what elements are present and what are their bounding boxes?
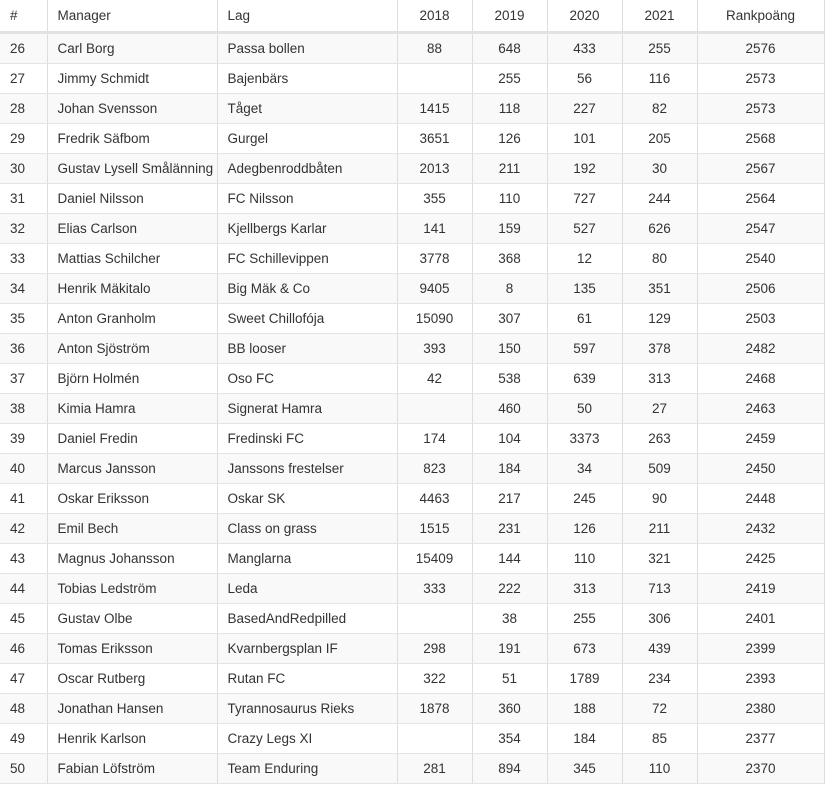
cell-2021: 80 [622, 244, 697, 274]
cell-2019: 255 [472, 64, 547, 94]
cell-2020: 192 [547, 154, 622, 184]
cell-rankpoang: 2419 [697, 574, 824, 604]
table-row [0, 64, 824, 94]
cell-rankpoang: 2448 [697, 484, 824, 514]
cell-2020: 433 [547, 33, 622, 64]
cell-2018 [397, 724, 472, 754]
cell-lag: Kvarnbergsplan IF [217, 634, 397, 664]
cell-2019: 126 [472, 124, 547, 154]
cell-2019: 104 [472, 424, 547, 454]
header-lag[interactable]: Lag [217, 0, 397, 33]
cell-rank: 34 [0, 274, 47, 304]
header-2020[interactable]: 2020 [547, 0, 622, 33]
cell-2020: 255 [547, 604, 622, 634]
cell-rank: 31 [0, 184, 47, 214]
cell-2021: 234 [622, 664, 697, 694]
cell-2021: 351 [622, 274, 697, 304]
cell-2018: 298 [397, 634, 472, 664]
cell-2021: 509 [622, 454, 697, 484]
cell-manager: Gustav Olbe [47, 604, 217, 634]
cell-lag: Big Mäk & Co [217, 274, 397, 304]
cell-lag: Oskar SK [217, 484, 397, 514]
cell-manager: Fredrik Säfbom [47, 124, 217, 154]
cell-2020: 673 [547, 634, 622, 664]
table-row [0, 574, 824, 604]
header-rankpoang[interactable]: Rankpoäng [697, 0, 824, 33]
cell-rank: 26 [0, 33, 47, 64]
table-row [0, 454, 824, 484]
cell-rankpoang: 2432 [697, 514, 824, 544]
cell-rank: 48 [0, 694, 47, 724]
cell-rankpoang: 2506 [697, 274, 824, 304]
cell-lag: Tyrannosaurus Rieks [217, 694, 397, 724]
table-row [0, 124, 824, 154]
cell-rank: 50 [0, 754, 47, 784]
cell-manager: Tomas Eriksson [47, 634, 217, 664]
cell-2020: 50 [547, 394, 622, 424]
cell-lag: Kjellbergs Karlar [217, 214, 397, 244]
cell-2018: 15090 [397, 304, 472, 334]
cell-2020: 597 [547, 334, 622, 364]
cell-rankpoang: 2564 [697, 184, 824, 214]
cell-lag: Oso FC [217, 364, 397, 394]
cell-manager: Tobias Ledström [47, 574, 217, 604]
cell-2020: 184 [547, 724, 622, 754]
cell-2020: 135 [547, 274, 622, 304]
cell-rank: 42 [0, 514, 47, 544]
cell-rank: 45 [0, 604, 47, 634]
cell-2020: 227 [547, 94, 622, 124]
cell-2020: 639 [547, 364, 622, 394]
table-row [0, 304, 824, 334]
header-manager[interactable]: Manager [47, 0, 217, 33]
cell-rankpoang: 2463 [697, 394, 824, 424]
cell-2018: 42 [397, 364, 472, 394]
cell-2021: 110 [622, 754, 697, 784]
cell-2021: 85 [622, 724, 697, 754]
cell-rank: 46 [0, 634, 47, 664]
cell-2020: 12 [547, 244, 622, 274]
table-row [0, 334, 824, 364]
cell-2021: 439 [622, 634, 697, 664]
cell-rankpoang: 2459 [697, 424, 824, 454]
cell-rank: 40 [0, 454, 47, 484]
cell-2021: 129 [622, 304, 697, 334]
cell-2019: 184 [472, 454, 547, 484]
cell-2021: 116 [622, 64, 697, 94]
cell-lag: Bajenbärs [217, 64, 397, 94]
cell-lag: Passa bollen [217, 33, 397, 64]
cell-2019: 191 [472, 634, 547, 664]
cell-manager: Kimia Hamra [47, 394, 217, 424]
cell-2018: 1415 [397, 94, 472, 124]
cell-rankpoang: 2540 [697, 244, 824, 274]
cell-manager: Magnus Johansson [47, 544, 217, 574]
cell-2021: 713 [622, 574, 697, 604]
cell-manager: Anton Granholm [47, 304, 217, 334]
table-row [0, 634, 824, 664]
cell-2018: 281 [397, 754, 472, 784]
cell-lag: Gurgel [217, 124, 397, 154]
cell-rank: 28 [0, 94, 47, 124]
table-row [0, 484, 824, 514]
cell-2019: 150 [472, 334, 547, 364]
cell-lag: BasedAndRedpilled [217, 604, 397, 634]
cell-2018: 333 [397, 574, 472, 604]
cell-rankpoang: 2503 [697, 304, 824, 334]
cell-lag: Adegbenroddbåten [217, 154, 397, 184]
cell-2020: 345 [547, 754, 622, 784]
table-row [0, 33, 824, 64]
table-row [0, 544, 824, 574]
cell-manager: Henrik Karlson [47, 724, 217, 754]
cell-rankpoang: 2393 [697, 664, 824, 694]
cell-rank: 47 [0, 664, 47, 694]
header-row [0, 0, 824, 33]
cell-rank: 33 [0, 244, 47, 274]
cell-2020: 61 [547, 304, 622, 334]
cell-2021: 321 [622, 544, 697, 574]
cell-2020: 3373 [547, 424, 622, 454]
cell-rank: 27 [0, 64, 47, 94]
cell-rankpoang: 2450 [697, 454, 824, 484]
cell-2021: 306 [622, 604, 697, 634]
cell-2018: 9405 [397, 274, 472, 304]
cell-2020: 101 [547, 124, 622, 154]
cell-2019: 144 [472, 544, 547, 574]
cell-rank: 44 [0, 574, 47, 604]
cell-2019: 110 [472, 184, 547, 214]
table-row [0, 664, 824, 694]
cell-rank: 41 [0, 484, 47, 514]
cell-lag: Tåget [217, 94, 397, 124]
cell-rankpoang: 2425 [697, 544, 824, 574]
header-2019[interactable]: 2019 [472, 0, 547, 33]
table-row [0, 154, 824, 184]
cell-2018 [397, 64, 472, 94]
cell-2021: 313 [622, 364, 697, 394]
cell-rankpoang: 2547 [697, 214, 824, 244]
table-row [0, 394, 824, 424]
cell-2019: 354 [472, 724, 547, 754]
cell-2019: 307 [472, 304, 547, 334]
cell-2018: 174 [397, 424, 472, 454]
cell-2018: 2013 [397, 154, 472, 184]
cell-2019: 231 [472, 514, 547, 544]
cell-2018: 823 [397, 454, 472, 484]
cell-manager: Emil Bech [47, 514, 217, 544]
cell-2018 [397, 394, 472, 424]
cell-2018: 141 [397, 214, 472, 244]
cell-lag: FC Nilsson [217, 184, 397, 214]
cell-lag: FC Schillevippen [217, 244, 397, 274]
cell-lag: Crazy Legs XI [217, 724, 397, 754]
table-row [0, 694, 824, 724]
table-row [0, 274, 824, 304]
cell-rankpoang: 2401 [697, 604, 824, 634]
cell-rankpoang: 2482 [697, 334, 824, 364]
cell-2021: 263 [622, 424, 697, 454]
cell-2018: 4463 [397, 484, 472, 514]
cell-2018: 1878 [397, 694, 472, 724]
cell-2018: 1515 [397, 514, 472, 544]
table-row [0, 424, 824, 454]
cell-lag: Janssons frestelser [217, 454, 397, 484]
cell-rank: 43 [0, 544, 47, 574]
cell-2020: 245 [547, 484, 622, 514]
cell-rankpoang: 2573 [697, 64, 824, 94]
cell-2019: 360 [472, 694, 547, 724]
cell-2018: 88 [397, 33, 472, 64]
cell-2019: 8 [472, 274, 547, 304]
cell-2019: 648 [472, 33, 547, 64]
table-row [0, 184, 824, 214]
cell-2021: 90 [622, 484, 697, 514]
cell-rankpoang: 2399 [697, 634, 824, 664]
cell-rank: 49 [0, 724, 47, 754]
cell-2020: 1789 [547, 664, 622, 694]
cell-manager: Daniel Nilsson [47, 184, 217, 214]
cell-2020: 126 [547, 514, 622, 544]
cell-2018: 393 [397, 334, 472, 364]
cell-lag: Signerat Hamra [217, 394, 397, 424]
cell-rankpoang: 2468 [697, 364, 824, 394]
cell-manager: Jimmy Schmidt [47, 64, 217, 94]
cell-2020: 188 [547, 694, 622, 724]
cell-2021: 244 [622, 184, 697, 214]
cell-manager: Oskar Eriksson [47, 484, 217, 514]
cell-2019: 538 [472, 364, 547, 394]
cell-2020: 727 [547, 184, 622, 214]
table-row [0, 604, 824, 634]
cell-manager: Johan Svensson [47, 94, 217, 124]
table-header [0, 0, 824, 33]
cell-lag: Class on grass [217, 514, 397, 544]
cell-rankpoang: 2567 [697, 154, 824, 184]
header-2018[interactable]: 2018 [397, 0, 472, 33]
cell-lag: Sweet Chillofója [217, 304, 397, 334]
cell-manager: Fabian Löfström [47, 754, 217, 784]
cell-2020: 56 [547, 64, 622, 94]
cell-lag: Manglarna [217, 544, 397, 574]
table-row [0, 214, 824, 244]
cell-2018: 3778 [397, 244, 472, 274]
cell-lag: Rutan FC [217, 664, 397, 694]
cell-rankpoang: 2380 [697, 694, 824, 724]
cell-2021: 27 [622, 394, 697, 424]
table-body [0, 33, 824, 784]
cell-2019: 217 [472, 484, 547, 514]
cell-2020: 34 [547, 454, 622, 484]
cell-rankpoang: 2573 [697, 94, 824, 124]
cell-manager: Daniel Fredin [47, 424, 217, 454]
cell-manager: Oscar Rutberg [47, 664, 217, 694]
cell-rankpoang: 2370 [697, 754, 824, 784]
cell-2019: 894 [472, 754, 547, 784]
cell-manager: Carl Borg [47, 33, 217, 64]
cell-rank: 32 [0, 214, 47, 244]
table-row [0, 724, 824, 754]
table-row [0, 244, 824, 274]
cell-2019: 211 [472, 154, 547, 184]
cell-rankpoang: 2377 [697, 724, 824, 754]
cell-manager: Gustav Lysell Smålänning [47, 154, 217, 184]
cell-2019: 118 [472, 94, 547, 124]
cell-2019: 51 [472, 664, 547, 694]
cell-2020: 110 [547, 544, 622, 574]
cell-2019: 222 [472, 574, 547, 604]
table-row [0, 514, 824, 544]
cell-lag: Team Enduring [217, 754, 397, 784]
cell-2021: 72 [622, 694, 697, 724]
table-row [0, 94, 824, 124]
cell-2021: 211 [622, 514, 697, 544]
cell-manager: Björn Holmén [47, 364, 217, 394]
cell-manager: Jonathan Hansen [47, 694, 217, 724]
cell-manager: Anton Sjöström [47, 334, 217, 364]
cell-lag: Leda [217, 574, 397, 604]
cell-2021: 30 [622, 154, 697, 184]
cell-rank: 29 [0, 124, 47, 154]
cell-2020: 527 [547, 214, 622, 244]
cell-2018: 15409 [397, 544, 472, 574]
cell-2019: 368 [472, 244, 547, 274]
cell-2018: 3651 [397, 124, 472, 154]
cell-2021: 378 [622, 334, 697, 364]
cell-manager: Henrik Mäkitalo [47, 274, 217, 304]
cell-2019: 38 [472, 604, 547, 634]
cell-2020: 313 [547, 574, 622, 604]
cell-2018: 322 [397, 664, 472, 694]
cell-2021: 82 [622, 94, 697, 124]
cell-rank: 36 [0, 334, 47, 364]
cell-2019: 460 [472, 394, 547, 424]
cell-rankpoang: 2568 [697, 124, 824, 154]
cell-2018 [397, 604, 472, 634]
cell-rank: 30 [0, 154, 47, 184]
cell-2021: 626 [622, 214, 697, 244]
cell-rankpoang: 2576 [697, 33, 824, 64]
cell-2019: 159 [472, 214, 547, 244]
table-row [0, 364, 824, 394]
cell-2021: 255 [622, 33, 697, 64]
cell-manager: Marcus Jansson [47, 454, 217, 484]
header-rank[interactable]: # [0, 0, 47, 33]
cell-2021: 205 [622, 124, 697, 154]
cell-rank: 39 [0, 424, 47, 454]
cell-manager: Elias Carlson [47, 214, 217, 244]
cell-rank: 38 [0, 394, 47, 424]
cell-2018: 355 [397, 184, 472, 214]
cell-rank: 37 [0, 364, 47, 394]
cell-manager: Mattias Schilcher [47, 244, 217, 274]
cell-lag: Fredinski FC [217, 424, 397, 454]
cell-rank: 35 [0, 304, 47, 334]
table-row [0, 754, 824, 784]
cell-lag: BB looser [217, 334, 397, 364]
header-2021[interactable]: 2021 [622, 0, 697, 33]
